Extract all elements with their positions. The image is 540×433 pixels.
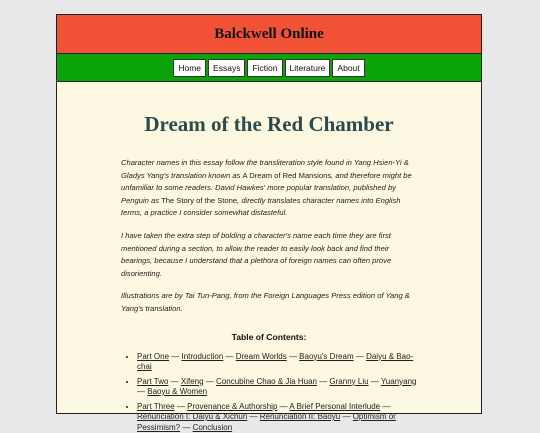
toc-section-link[interactable]: Yuanyang xyxy=(380,376,417,386)
intro-paragraph-3: Illustrations are by Tai Tun-Pang, from the Foreign Languages Press edition of Yang & Yang's translation. xyxy=(121,291,410,313)
toc-list xyxy=(121,352,417,433)
toc-section-link[interactable]: Xifeng xyxy=(180,376,204,386)
toc-section-link[interactable]: Daiyu & Bao-chai xyxy=(137,351,414,372)
site-header xyxy=(57,15,481,54)
toc-section-link[interactable]: Dream Worlds xyxy=(235,351,287,361)
toc-section-link[interactable]: Renunciation II: Baoyu xyxy=(259,412,341,422)
text-span: , and therefore might be unfamiliar to some readers. David Hawkes' more popular translation, published by Penguin as xyxy=(121,170,412,205)
nav-essays-link[interactable]: Essays xyxy=(208,59,245,77)
book-title-yang: A Dream of Red Mansions xyxy=(242,170,332,180)
text-span: Character names in this essay follow the transliteration style found in Yang Hsien-Yi & Gladys Yang's translation known as xyxy=(121,158,409,180)
toc-section-link[interactable]: Concubine Chao & Jia Huan xyxy=(216,376,317,386)
toc-item: • Part Two — Xifeng — Concubine Chao & Jia Huan — Granny Liu — Yuanyang — Baoyu & Women xyxy=(137,377,417,398)
toc-part-link[interactable]: Part Three xyxy=(137,401,175,411)
toc-section-link[interactable]: Optimism or Pessimism? xyxy=(137,412,396,432)
nav-home-link[interactable]: Home xyxy=(173,59,206,77)
toc-section-link[interactable]: Baoyu's Dream xyxy=(299,351,354,361)
intro-paragraph-1 xyxy=(121,157,417,220)
toc-section-link[interactable]: Introduction xyxy=(181,351,224,361)
toc-section-link[interactable]: Conclusion xyxy=(192,422,233,432)
intro-paragraph-2: I have taken the extra step of bolding a character's name each time they are first mentioned during a section, to allow the reader to easily look back and find their bearings, because I understand that a plethora of foreign names can often prove disorienting. xyxy=(121,230,392,278)
toc-section-link[interactable]: Granny Liu xyxy=(329,376,369,386)
page-frame xyxy=(56,14,482,432)
nav-fiction-link[interactable]: Fiction xyxy=(247,59,282,77)
toc-section-link[interactable]: Baoyu & Women xyxy=(147,387,208,397)
page-title: Dream of the Red Chamber xyxy=(144,112,394,136)
book-title-hawkes: The Story of the Stone xyxy=(161,195,238,205)
toc-part-link[interactable]: Part Two xyxy=(137,376,169,386)
toc-heading: Table of Contents: xyxy=(231,331,307,342)
text-span: , directly translates character names into English terms, a practice I consider somewhat distasteful. xyxy=(121,195,401,218)
main-content xyxy=(57,112,481,433)
toc-item: • Part Three — Provenance & Authorship — A Brief Personal Interlude — Renunciation I: Daiyu & Xichun — Renunciation II: Baoyu — Optimism or Pessimism? — Conclusion xyxy=(137,402,417,433)
toc-section-link[interactable]: A Brief Personal Interlude xyxy=(289,401,381,411)
toc-section-link[interactable]: Provenance & Authorship xyxy=(187,401,278,411)
nav-literature-link[interactable]: Literature xyxy=(285,59,331,77)
main-nav xyxy=(57,54,481,82)
toc-item: • Part One — Introduction — Dream Worlds — Baoyu's Dream — Daiyu & Bao-chai xyxy=(137,352,417,373)
site-title: Balckwell Online xyxy=(214,25,324,42)
toc-section-link[interactable]: Renunciation I: Daiyu & Xichun xyxy=(137,412,248,422)
nav-about-link[interactable]: About xyxy=(332,59,364,77)
toc-part-link[interactable]: Part One xyxy=(137,351,170,361)
